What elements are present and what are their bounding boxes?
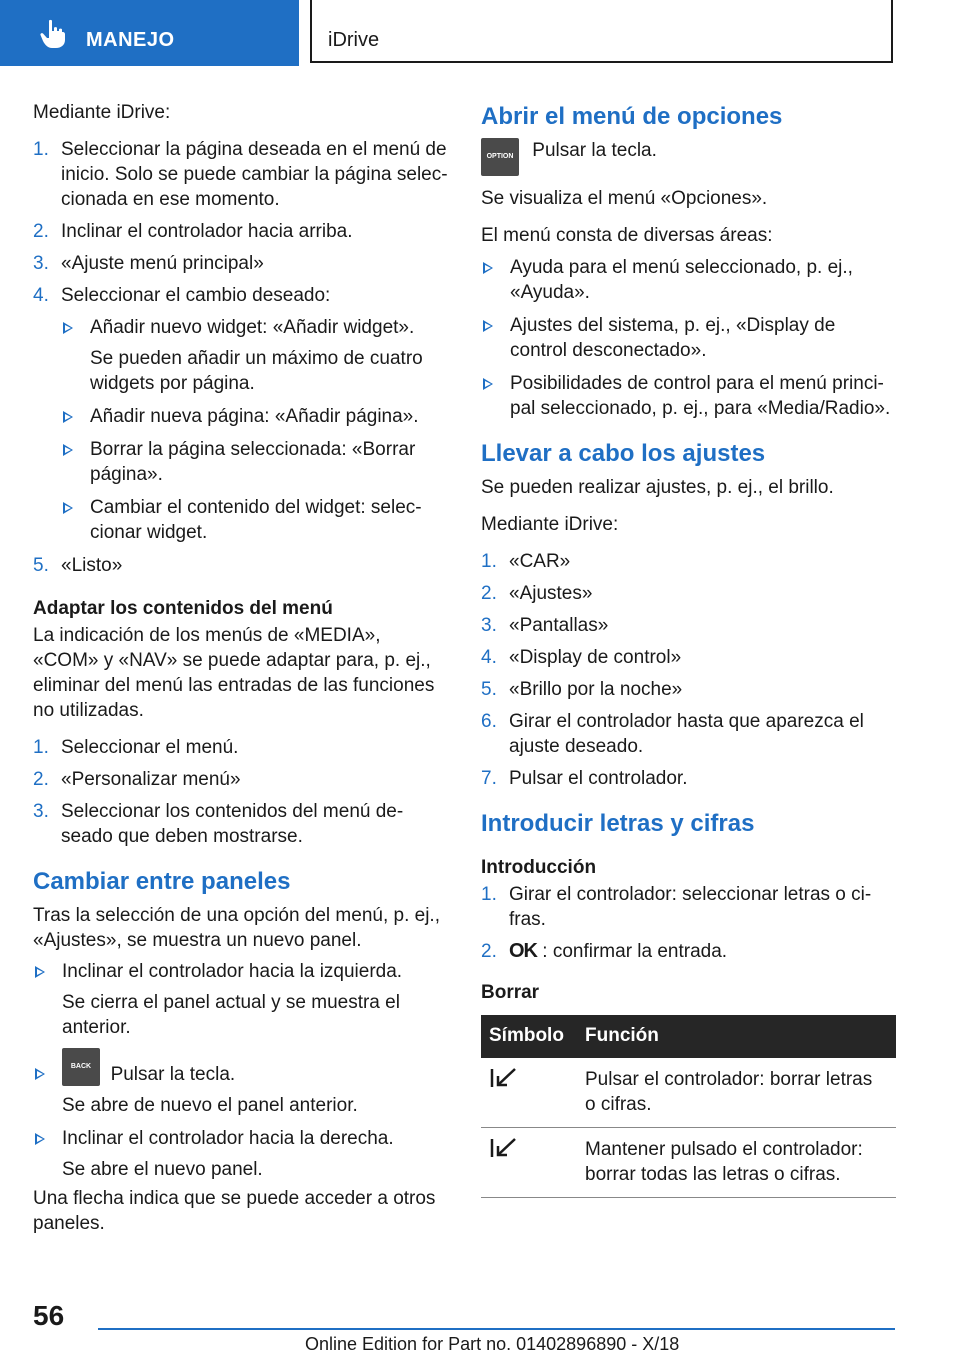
bullet-item: Ayuda para el menú seleccionado, p. ej., «Ayuda». <box>481 255 896 305</box>
footer-divider <box>98 1328 895 1330</box>
adapt-heading: Adaptar los contenidos del menú <box>33 598 333 619</box>
list-item: 2. «Personalizar menú» <box>33 769 241 790</box>
bullet-item: Añadir nueva página: «Añadir página». <box>61 404 448 429</box>
backspace-arrow-icon <box>489 1067 519 1089</box>
options-heading: Abrir el menú de opciones <box>481 103 783 130</box>
chapter-title: iDrive <box>328 29 380 51</box>
panels-bullet-list <box>33 959 448 1182</box>
panels-text: Tras la selección de una opción del menú, p. ej., «Ajustes», se muestra un nuevo panel. <box>33 905 440 951</box>
options-press-row: OPTION Pulsar la tecla. <box>481 138 896 176</box>
table-cell: Mantener pulsado el controlador: borrar todas las letras o cifras. <box>577 1128 896 1198</box>
list-item: 1. Seleccionar el menú. <box>33 737 239 758</box>
left-column <box>33 100 448 1248</box>
bullet-item: Ajustes del sistema, p. ej., «Display de control desconectado». <box>481 313 896 363</box>
panels-heading: Cambiar entre paneles <box>33 868 291 895</box>
triangle-bullet-icon <box>483 378 493 390</box>
triangle-bullet-icon <box>35 1133 45 1145</box>
panels-footer-text: Una flecha indica que se puede acceder a otros paneles. <box>33 1188 436 1234</box>
table-row <box>481 1058 896 1128</box>
list-item: 2. OK : confirmar la entrada. <box>481 940 728 962</box>
column-header: Función <box>577 1015 896 1058</box>
settings-steps-list <box>481 549 896 791</box>
list-item: 2. «Ajustes» <box>481 583 593 604</box>
triangle-bullet-icon <box>35 1068 45 1080</box>
triangle-bullet-icon <box>63 502 73 514</box>
page-number: 56 <box>33 1300 65 1331</box>
column-header: Símbolo <box>481 1015 577 1058</box>
table-header-row <box>481 1015 896 1058</box>
adapt-steps-list <box>33 735 448 849</box>
letters-steps-list <box>481 882 896 964</box>
adapt-text: La indicación de los menús de «MEDIA», «COM» y «NAV» se puede adaptar para, p. ej., eliminar del menú las entradas de las funciones no utilizadas. <box>33 625 435 721</box>
bullet-item: Borrar la página seleccionada: «Borrar página». <box>61 437 448 487</box>
settings-text-1: Se pueden realizar ajustes, p. ej., el brillo. <box>481 477 834 498</box>
intro-heading: Introducción <box>481 857 597 878</box>
symbol-table <box>481 1015 896 1198</box>
page-header <box>0 0 960 66</box>
triangle-bullet-icon <box>63 444 73 456</box>
back-button-icon: BACK <box>62 1048 100 1086</box>
bullet-item: Inclinar el controlador hacia la derecha. Se abre el nuevo panel. <box>33 1126 448 1182</box>
triangle-bullet-icon <box>35 966 45 978</box>
options-text-2: El menú consta de diversas áreas: <box>481 225 773 246</box>
section-label: MANEJO <box>86 29 175 51</box>
table-row <box>481 1128 896 1198</box>
options-text-1: Se visualiza el menú «Opciones». <box>481 188 768 209</box>
list-item: 5. «Listo» <box>33 555 123 576</box>
backspace-arrow-icon <box>489 1137 519 1159</box>
letters-heading: Introducir letras y cifras <box>481 810 755 837</box>
list-item: 3. «Pantallas» <box>481 615 609 636</box>
list-item: 4. Seleccionar el cambio deseado: Añadir nuevo widget: «Añadir widget». Se pueden añadir un máximo de cuatro widgets por página. Añadir nueva página: «Añadir página». Borrar la página seleccionada: «Borrar página». Cambiar el contenido del widget: seleccionar widget. <box>33 283 448 545</box>
delete-heading: Borrar <box>481 982 540 1003</box>
bullet-item: BACK Pulsar la tecla. Se abre de nuevo el panel anterior. <box>33 1048 448 1118</box>
options-bullet-list <box>481 255 896 421</box>
chapter-title-box <box>310 0 893 63</box>
option-button-icon: OPTION <box>481 138 519 176</box>
triangle-bullet-icon <box>483 320 493 332</box>
list-item: 1. Girar el controlador: seleccionar letras o cifras. <box>481 884 872 930</box>
bullet-item: Añadir nuevo widget: «Añadir widget». Se pueden añadir un máximo de cuatro widgets por página. <box>61 315 448 396</box>
ok-icon: OK <box>509 940 537 962</box>
settings-text-2: Mediante iDrive: <box>481 514 619 535</box>
triangle-bullet-icon <box>63 322 73 334</box>
right-column <box>481 100 896 1198</box>
list-item: 1. «CAR» <box>481 551 571 572</box>
bullet-item: Inclinar el controlador hacia la izquierda. Se cierra el panel actual y se muestra el anterior. <box>33 959 448 1040</box>
section-tab <box>0 0 299 66</box>
list-item: 6. Girar el controlador hasta que aparezca el ajuste deseado. <box>481 711 864 757</box>
list-item: 3. Seleccionar los contenidos del menú deseado que deben mostrarse. <box>33 801 404 847</box>
list-item: 1. Seleccionar la página deseada en el menú de inicio. Solo se puede cambiar la página seleccionada en ese momento. <box>33 139 448 210</box>
list-item: 3. «Ajuste menú principal» <box>33 253 264 274</box>
list-item: 7. Pulsar el controlador. <box>481 768 688 789</box>
intro-text: Mediante iDrive: <box>33 102 171 123</box>
settings-heading: Llevar a cabo los ajustes <box>481 440 766 467</box>
bullet-item: Cambiar el contenido del widget: seleccionar widget. <box>61 495 448 545</box>
steps-list <box>33 137 448 578</box>
triangle-bullet-icon <box>483 262 493 274</box>
hand-pointer-icon <box>40 19 66 49</box>
edition-text: Online Edition for Part no. 01402896890 - X/18 <box>305 1334 680 1354</box>
list-item: 2. Inclinar el controlador hacia arriba. <box>33 221 353 242</box>
bullet-item: Posibilidades de control para el menú principal seleccionado, p. ej., para «Media/Radio». <box>481 371 896 421</box>
list-item: 5. «Brillo por la noche» <box>481 679 683 700</box>
table-cell: Pulsar el controlador: borrar letras o cifras. <box>577 1058 896 1128</box>
sub-bullet-list <box>61 315 448 545</box>
list-item: 4. «Display de control» <box>481 647 682 668</box>
triangle-bullet-icon <box>63 411 73 423</box>
